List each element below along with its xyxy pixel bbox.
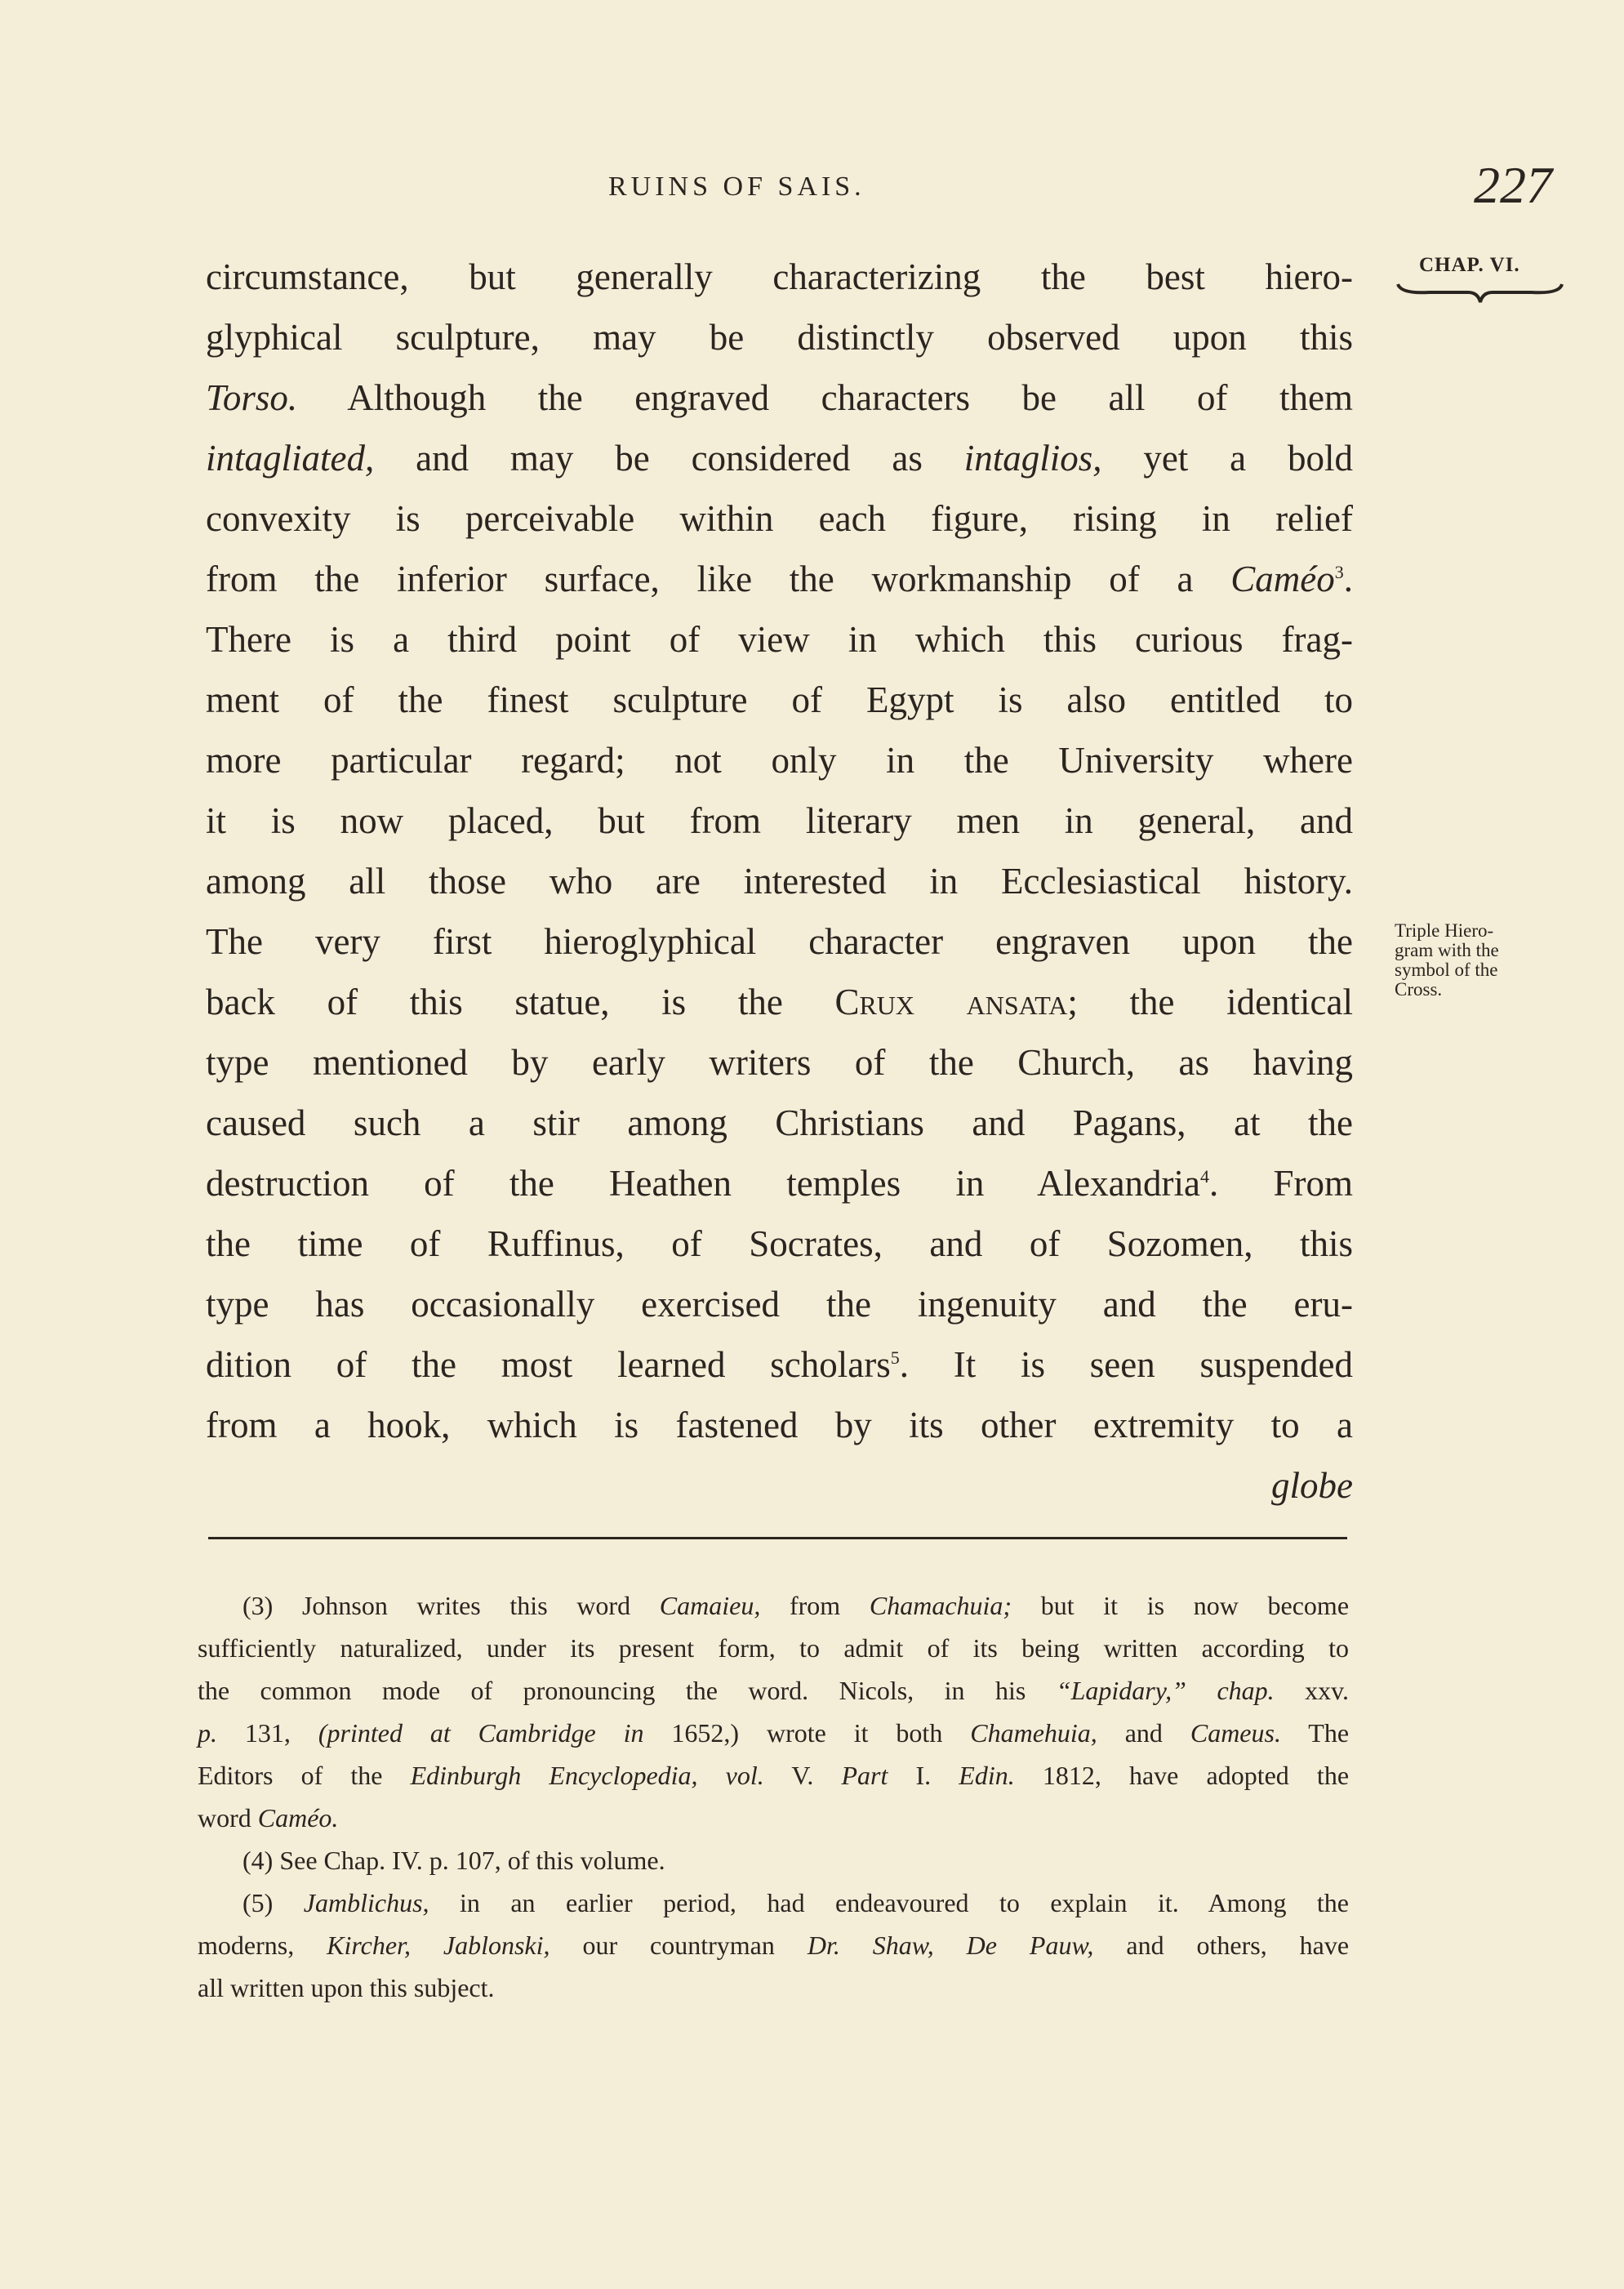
- side-note: Triple Hiero- gram with the symbol of the Cross.: [1395, 920, 1499, 1000]
- footnote-line: word Caméo.: [198, 1803, 339, 1833]
- body-text: [206, 247, 1353, 1516]
- body-line: more particular regard; not only in the University where: [206, 740, 1353, 781]
- footnote-ref: 4: [1200, 1166, 1210, 1187]
- footnote-line: moderns, Kircher, Jablonski, our countryman Dr. Shaw, De Pauw, and others, have: [198, 1931, 1350, 1960]
- body-line: intagliated, and may be considered as intaglios, yet a bold: [206, 438, 1353, 479]
- footnote-ref: 3: [1334, 562, 1344, 582]
- body-line: ment of the finest sculpture of Egypt is also entitled to: [206, 679, 1353, 720]
- body-line: Torso. Although the engraved characters be all of them: [206, 377, 1353, 418]
- body-line: it is now placed, but from literary men in general, and: [206, 800, 1353, 841]
- body-line: from the inferior surface, like the workmanship of a Caméo$^3$.: [206, 559, 1353, 599]
- footnote-3: (3) Johnson writes this word Camaieu, from Chamachuia; but it is now become: [242, 1591, 1350, 1620]
- footnote-line: sufficiently naturalized, under its present form, to admit of its being written according to: [198, 1633, 1349, 1663]
- running-head: RUINS OF SAIS.: [608, 171, 865, 202]
- body-line: There is a third point of view in which this curious frag-: [206, 619, 1353, 660]
- body-line: glyphical sculpture, may be distinctly observed upon this: [206, 317, 1353, 358]
- body-line: from a hook, which is fastened by its other extremity to a: [206, 1405, 1353, 1445]
- catchword: globe: [1271, 1465, 1353, 1506]
- body-line: convexity is perceivable within each figure, rising in relief: [206, 498, 1353, 539]
- body-line: type mentioned by early writers of the Church, as having: [206, 1042, 1353, 1083]
- body-line: circumstance, but generally characterizing the best hiero-: [206, 256, 1353, 297]
- footnote-line: all written upon this subject.: [198, 1973, 495, 2002]
- body-line: among all those who are interested in Ecclesiastical history.: [206, 861, 1353, 902]
- footnote-line: p. 131, (printed at Cambridge in 1652,) wrote it both Chamehuia, and Cameus. The: [198, 1718, 1350, 1748]
- footnotes: [198, 1584, 1349, 2009]
- footnote-ref: 5: [890, 1347, 900, 1368]
- footnote-4: (4) See Chap. IV. p. 107, of this volume.: [242, 1846, 665, 1875]
- footnote-rule: [208, 1537, 1347, 1539]
- footnote-line: the common mode of pronouncing the word. Nicols, in his “Lapidary,” chap. xxv.: [198, 1676, 1350, 1705]
- body-line: back of this statue, is the Crux ansata; the identical: [206, 982, 1353, 1022]
- body-line: dition of the most learned scholars$^5$. It is seen suspended: [206, 1344, 1353, 1385]
- footnote-5: (5) Jamblichus, in an earlier period, had endeavoured to explain it. Among the: [242, 1888, 1350, 1917]
- body-line: type has occasionally exercised the ingenuity and the eru-: [206, 1284, 1353, 1325]
- body-line: caused such a stir among Christians and Pagans, at the: [206, 1102, 1353, 1143]
- body-line: destruction of the Heathen temples in Alexandria$^4$. From: [206, 1163, 1353, 1204]
- chapter-label: CHAP. VI.: [1419, 254, 1520, 276]
- body-line: the time of Ruffinus, of Socrates, and of Sozomen, this: [206, 1223, 1353, 1264]
- footnote-line: Editors of the Edinburgh Encyclopedia, vol. V. Part I. Edin. 1812, have adopted the: [198, 1761, 1350, 1790]
- body-line: The very first hieroglyphical character engraven upon the: [206, 921, 1353, 962]
- brace-ornament: [1396, 281, 1564, 310]
- page-number: 227: [1474, 156, 1552, 214]
